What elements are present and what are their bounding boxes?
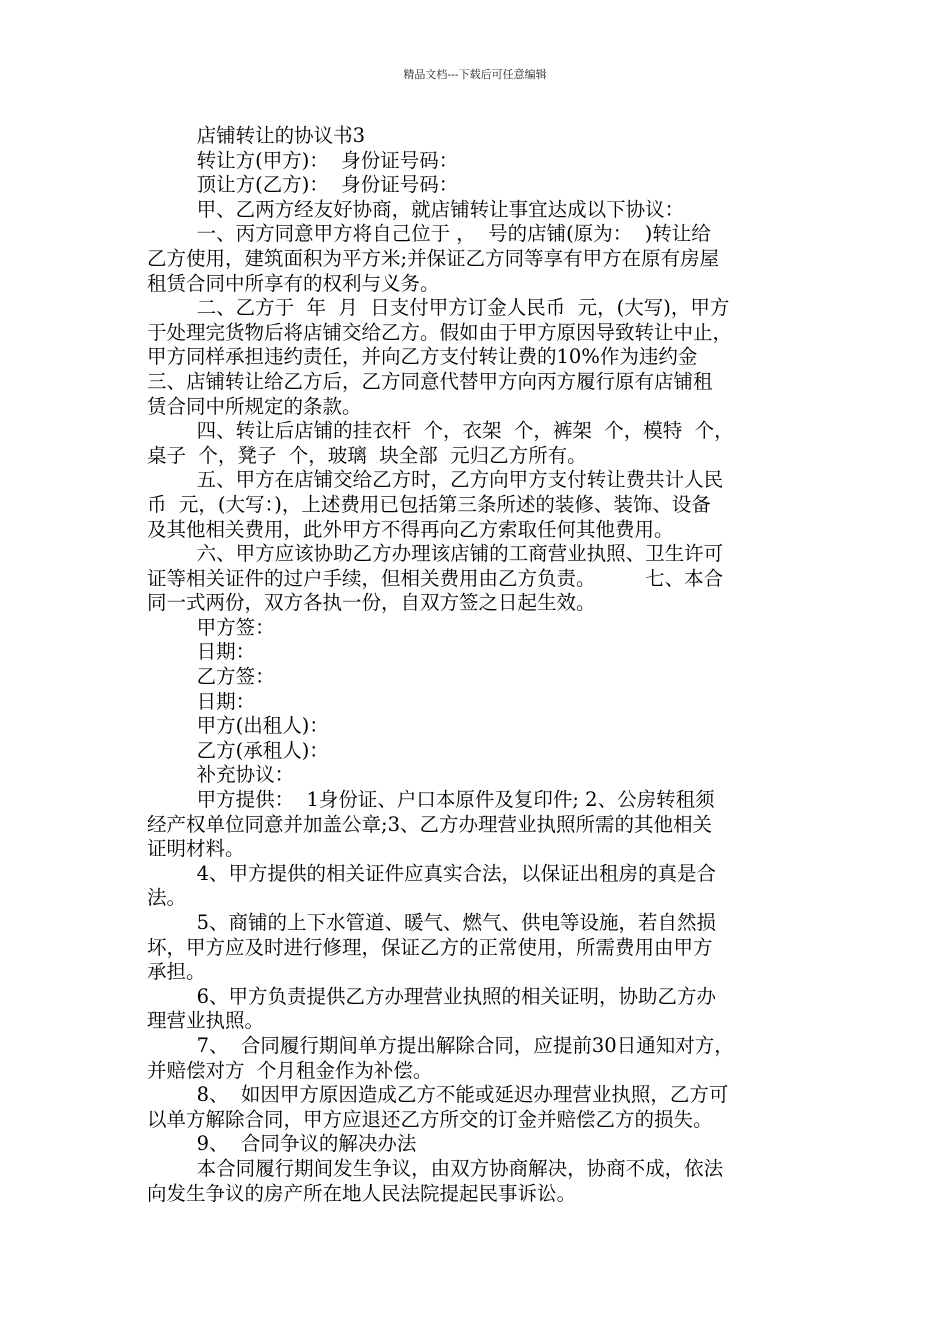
text-line: 8、 如因甲方原因造成乙方不能或延迟办理营业执照，乙方可 [147, 1083, 729, 1107]
text-line: 甲方签： [147, 615, 275, 639]
text-line: 顶让方(乙方)： 身份证号码： [147, 173, 459, 197]
text-line: 9、 合同争议的解决办法 [147, 1132, 417, 1156]
text-line: 证等相关证件的过户手续，但相关费用由乙方负责。 七、本合 [147, 566, 724, 590]
text-line: 三、店铺转让给乙方后，乙方同意代替甲方向丙方履行原有店铺租 [147, 369, 713, 393]
text-line: 以单方解除合同，甲方应退还乙方所交的订金并赔偿乙方的损失。 [147, 1107, 713, 1131]
text-line: 向发生争议的房产所在地人民法院提起民事诉讼。 [147, 1181, 577, 1205]
text-line: 乙方(承租人)： [147, 738, 329, 762]
text-line: 四、转让后店铺的挂衣杆 个，衣架 个，裤架 个，模特 个， [147, 419, 734, 443]
text-line: 二、乙方于 年 月 日支付甲方订金人民币 元，(大写)，甲方 [147, 296, 730, 320]
text-line: 日期： [147, 689, 256, 713]
text-line: 租赁合同中所享有的权利与义务。 [147, 271, 440, 295]
text-line: 证明材料。 [147, 837, 245, 861]
text-line: 本合同履行期间发生争议，由双方协商解决，协商不成，依法 [147, 1156, 724, 1180]
text-line: 一、丙方同意甲方将自己位于 ， 号的店铺(原为： )转让给 [147, 222, 711, 246]
text-line: 5、商铺的上下水管道、暖气、燃气、供电等设施，若自然损 [147, 911, 716, 934]
text-line: 五、甲方在店铺交给乙方时，乙方向甲方支付转让费共计人民 [147, 468, 724, 492]
page-header: 精品文档---下载后可任意编辑 [403, 68, 547, 81]
text-line: 承担。 [147, 960, 206, 984]
text-line: 乙方使用，建筑面积为平方米;并保证乙方同等享有甲方在原有房屋 [147, 246, 720, 270]
text-line: 甲、乙两方经友好协商，就店铺转让事宜达成以下协议： [147, 197, 685, 221]
document-body [147, 124, 810, 1206]
text-line: 甲方提供： 1身份证、户口本原件及复印件; 2、公房转租须 [147, 788, 715, 812]
text-line: 转让方(甲方)： 身份证号码： [147, 148, 459, 172]
text-line: 同一式两份，双方各执一份，自双方签之日起生效。 [147, 591, 596, 615]
text-line: 币 元，(大写：)，上述费用已包括第三条所述的装修、装饰、设备 [147, 492, 711, 516]
text-line: 补充协议： [147, 763, 295, 787]
text-line: 法。 [147, 886, 187, 910]
text-line: 于处理完货物后将店铺交给乙方。假如由于甲方原因导致转让中止， [147, 320, 733, 344]
text-line: 赁合同中所规定的条款。 [147, 394, 362, 418]
text-line: 4、甲方提供的相关证件应真实合法，以保证出租房的真是合 [147, 861, 716, 885]
text-line: 7、 合同履行期间单方提出解除合同，应提前30日通知对方， [147, 1033, 734, 1057]
text-line: 坏，甲方应及时进行修理，保证乙方的正常使用，所需费用由甲方 [147, 935, 713, 959]
document-title: 店铺转让的协议书3 [147, 124, 365, 147]
text-line: 甲方同样承担违约责任，并向乙方支付转让费的10%作为违约金 [147, 345, 698, 369]
text-line: 6、甲方负责提供乙方办理营业执照的相关证明，协助乙方办 [147, 984, 716, 1008]
text-line: 经产权单位同意并加盖公章;3、乙方办理营业执照所需的其他相关 [147, 812, 712, 836]
text-line: 及其他相关费用，此外甲方不得再向乙方索取任何其他费用。 [147, 517, 674, 541]
text-line: 六、甲方应该协助乙方办理该店铺的工商营业执照、卫生许可 [147, 542, 724, 566]
text-line: 甲方(出租人)： [147, 714, 329, 738]
text-line: 理营业执照。 [147, 1009, 265, 1033]
text-line: 乙方签： [147, 665, 275, 689]
text-line: 桌子 个，凳子 个，玻璃 块全部 元归乙方所有。 [147, 443, 587, 467]
text-line: 日期： [147, 640, 256, 664]
text-line: 并赔偿对方 个月租金作为补偿。 [147, 1058, 433, 1082]
